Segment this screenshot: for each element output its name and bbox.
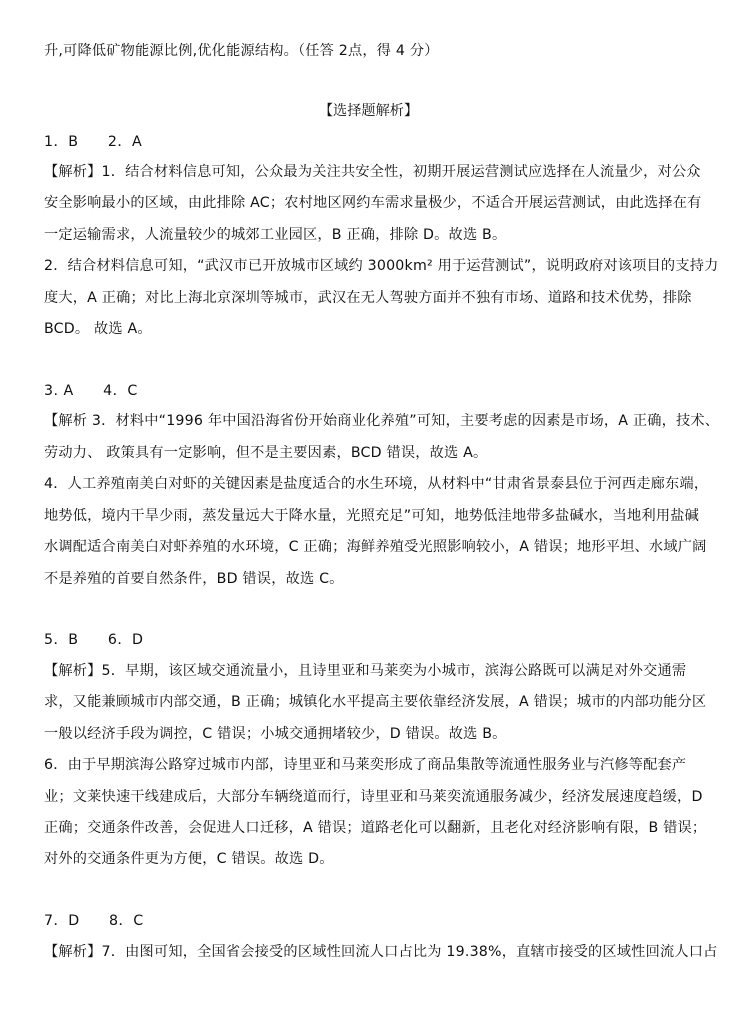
analysis-line: 【解析】1．结合材料信息可知，公众最为关注共安全性，初期开展运营测试应选择在人流量少，对公众 <box>44 164 701 180</box>
analysis-line: 水调配适合南美白对虾养殖的水环境，C 正确；海鲜养殖受光照影响较小，A 错误；地形平坦、水域广阔 <box>44 539 707 555</box>
answer-key-q7-q8: 7．D 8．C <box>44 913 144 929</box>
analysis-line: 正确；交通条件改善，会促进人口迁移，A 错误；道路老化可以翻新，且老化对经济影响有限，B 错误； <box>44 820 707 836</box>
analysis-line: 【解析】5．早期，该区域交通流量小，且诗里亚和马莱奕为小城市，滨海公路既可以满足对外交通需 <box>44 663 687 679</box>
analysis-line: 劳动力、 政策具有一定影响，但不是主要因素，BCD 错误，故选 A。 <box>44 445 488 461</box>
analysis-line: BCD。 故选 A。 <box>44 321 152 337</box>
analysis-line: 不是养殖的首要自然条件，BD 错误，故选 C。 <box>44 571 344 587</box>
analysis-line: 安全影响最小的区域，由此排除 AC；农村地区网约车需求量极少，不适合开展运营测试，由此选择在有 <box>44 195 702 211</box>
analysis-line: 地势低，境内干旱少雨，蒸发量远大于降水量，光照充足”可知，地势低洼地带多盐碱水，当地利用盐碱 <box>44 508 699 524</box>
analysis-line: 业；文莱快速干线建成后，大部分车辆绕道而行，诗里亚和马莱奕流通服务减少，经济发展速度趋缓，D <box>44 789 703 805</box>
section-heading: 【选择题解析】 <box>318 103 419 119</box>
intro-line: 升,可降低矿物能源比例,优化能源结构。（任答 2点，得 4 分） <box>44 43 439 59</box>
analysis-line: 2．结合材料信息可知，“武汉市已开放城市区域约 3000km² 用于运营测试”，说明政府对该项目的支持力 <box>44 258 719 274</box>
answer-key-q5-q6: 5．B 6．D <box>44 632 144 648</box>
answer-key-q1-q2: 1．B 2．A <box>44 134 143 150</box>
analysis-line: 一般以经济手段为调控，C 错误；小城交通拥堵较少，D 错误。故选 B。 <box>44 726 507 742</box>
analysis-line: 4．人工养殖南美白对虾的关键因素是盐度适合的水生环境，从材料中“甘肃省景泰县位于河西走廊东端， <box>44 476 709 492</box>
analysis-line: 对外的交通条件更为方便，C 错误。故选 D。 <box>44 851 334 867</box>
analysis-line: 【解析 3．材料中“1996 年中国沿海省份开始商业化养殖”可知，主要考虑的因素是市场，A 正确，技术、 <box>44 413 720 429</box>
answer-key-q3-q4: 3. A 4．C <box>44 383 138 399</box>
analysis-line: 求，又能兼顾城市内部交通，B 正确；城镇化水平提高主要依靠经济发展，A 错误；城市的内部功能分区 <box>44 694 707 710</box>
analysis-line: 一定运输需求，人流量较少的城郊工业园区，B 正确，排除 D。故选 B。 <box>44 227 507 243</box>
analysis-line: 6．由于早期滨海公路穿过城市内部，诗里亚和马莱奕形成了商品集散等流通性服务业与汽修等配套产 <box>44 757 687 773</box>
analysis-line: 【解析】7．由图可知，全国省会接受的区域性回流人口占比为 19.38%，直辖市接受的区域性回流人口占 <box>44 944 718 960</box>
analysis-line: 度大，A 正确；对比上海北京深圳等城市，武汉在无人驾驶方面并不独有市场、道路和技术优势，排除 <box>44 290 692 306</box>
